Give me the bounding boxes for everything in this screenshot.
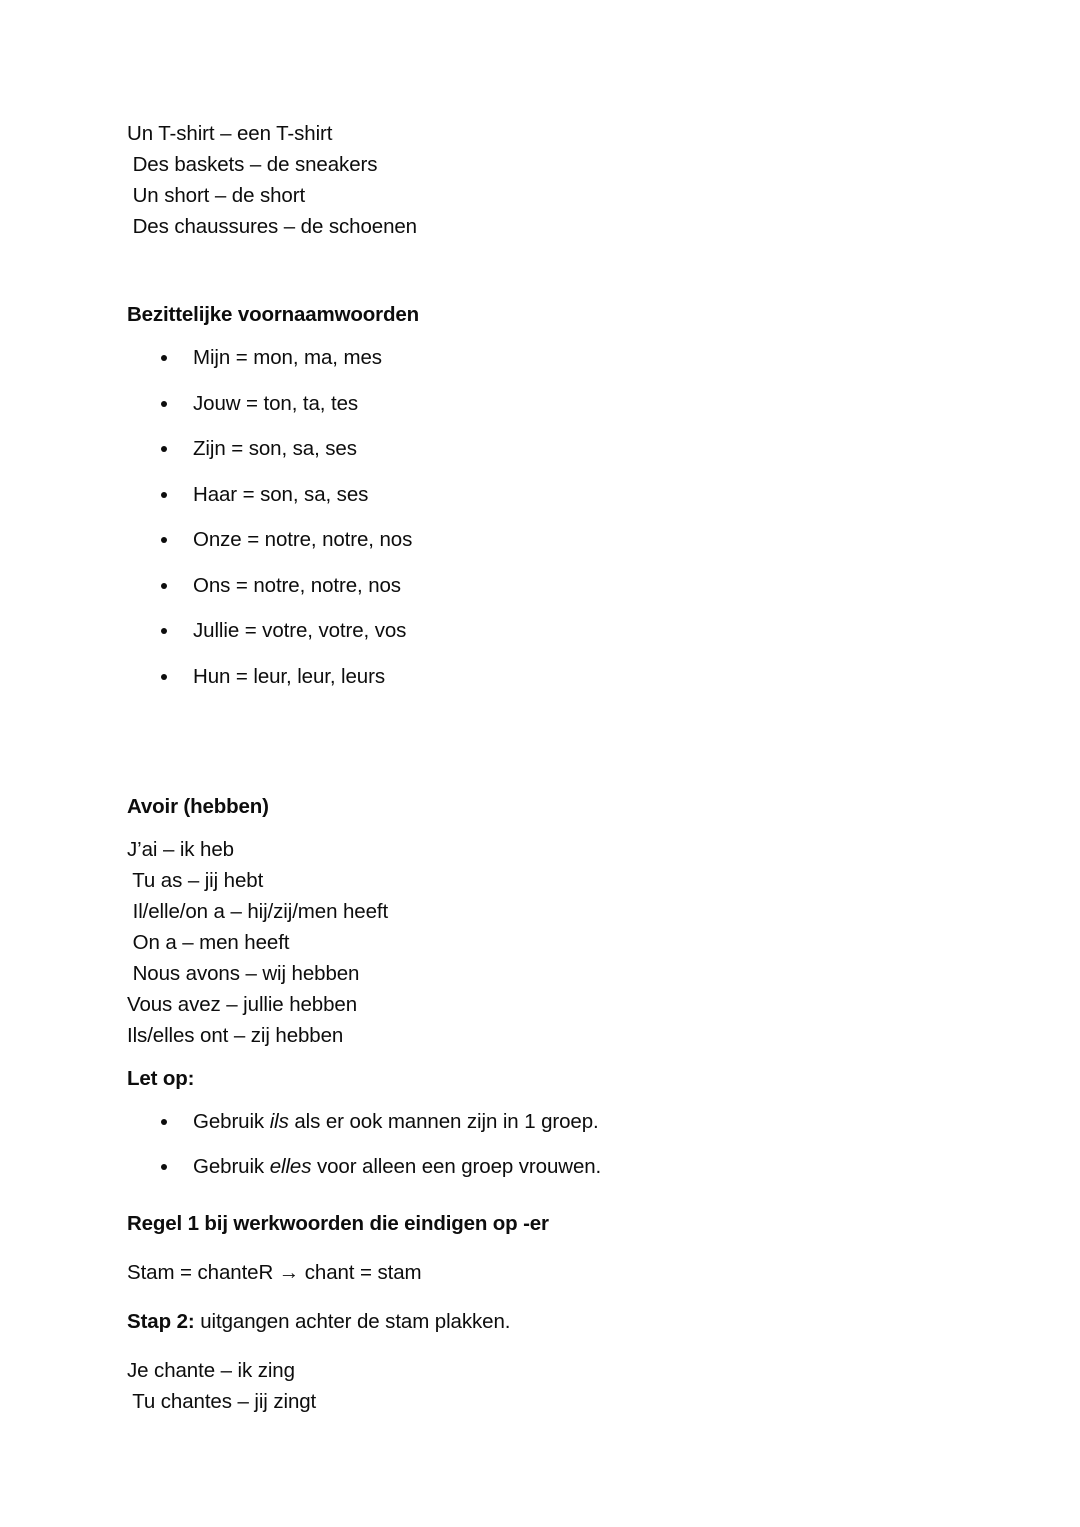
conjugation-line: Tu as – jij hebt [127, 869, 264, 892]
conjugation-line: Vous avez – jullie hebben [127, 993, 358, 1016]
possessives-list [127, 342, 957, 692]
list-item: Jouw = ton, ta, tes [127, 388, 957, 419]
regel-1-heading: Regel 1 bij werkwoorden die eindigen op -er [127, 1212, 549, 1235]
spacer [127, 242, 957, 299]
list-item-emphasis: elles [269, 1155, 312, 1178]
clothing-vocab-block [127, 118, 957, 242]
list-item-text-after: als er ook mannen zijn in 1 groep. [288, 1110, 599, 1133]
vocab-line: Des chaussures – de schoenen [127, 215, 417, 238]
spacer [127, 1239, 957, 1257]
list-item: Ons = notre, notre, nos [127, 570, 957, 601]
possessives-heading: Bezittelijke voornaamwoorden [127, 303, 419, 326]
list-item-text-before: Gebruik [193, 1110, 270, 1133]
list-item: Onze = notre, notre, nos [127, 524, 957, 555]
spacer [127, 1337, 957, 1355]
spacer [127, 1094, 957, 1106]
stap-2-label: Stap 2: [127, 1310, 195, 1333]
list-item-text-before: Gebruik [193, 1155, 270, 1178]
conjugation-line: Il/elle/on a – hij/zij/men heeft [127, 900, 389, 923]
list-item: Zijn = son, sa, ses [127, 433, 957, 464]
spacer [127, 1196, 957, 1208]
stam-line: Stam = chanteR → chant = stam [127, 1261, 422, 1284]
list-item: Mijn = mon, ma, mes [127, 342, 957, 373]
conjugation-line: On a – men heeft [127, 931, 290, 954]
let-op-list [127, 1106, 957, 1182]
list-item: Hun = leur, leur, leurs [127, 661, 957, 692]
spacer [127, 763, 957, 791]
vocab-line: Un T-shirt – een T-shirt [127, 122, 333, 145]
conjugation-line: J’ai – ik heb [127, 838, 234, 861]
list-item: Jullie = votre, votre, vos [127, 615, 957, 646]
document-content [127, 118, 957, 1417]
vocab-line: Des baskets – de sneakers [127, 153, 378, 176]
conjugation-line: Ils/elles ont – zij hebben [127, 1024, 344, 1047]
avoir-conjugation-block [127, 834, 957, 1051]
avoir-heading: Avoir (hebben) [127, 795, 269, 818]
spacer [127, 1288, 957, 1306]
spacer [127, 822, 957, 834]
conjugation-line: Nous avons – wij hebben [127, 962, 360, 985]
let-op-heading: Let op: [127, 1067, 195, 1090]
stap-2-line [127, 1306, 957, 1337]
spacer [127, 1051, 957, 1063]
list-item-text-after: voor alleen een groep vrouwen. [311, 1155, 602, 1178]
vocab-line: Un short – de short [127, 184, 306, 207]
chanter-conjugation-block [127, 1355, 957, 1417]
list-item: Haar = son, sa, ses [127, 479, 957, 510]
conjugation-line: Je chante – ik zing [127, 1359, 295, 1382]
list-item-emphasis: ils [269, 1110, 289, 1133]
spacer [127, 330, 957, 342]
spacer [127, 706, 957, 763]
list-item [127, 1106, 957, 1137]
list-item [127, 1151, 957, 1182]
stap-2-description: uitgangen achter de stam plakken. [194, 1310, 511, 1333]
conjugation-line: Tu chantes – jij zingt [127, 1390, 317, 1413]
